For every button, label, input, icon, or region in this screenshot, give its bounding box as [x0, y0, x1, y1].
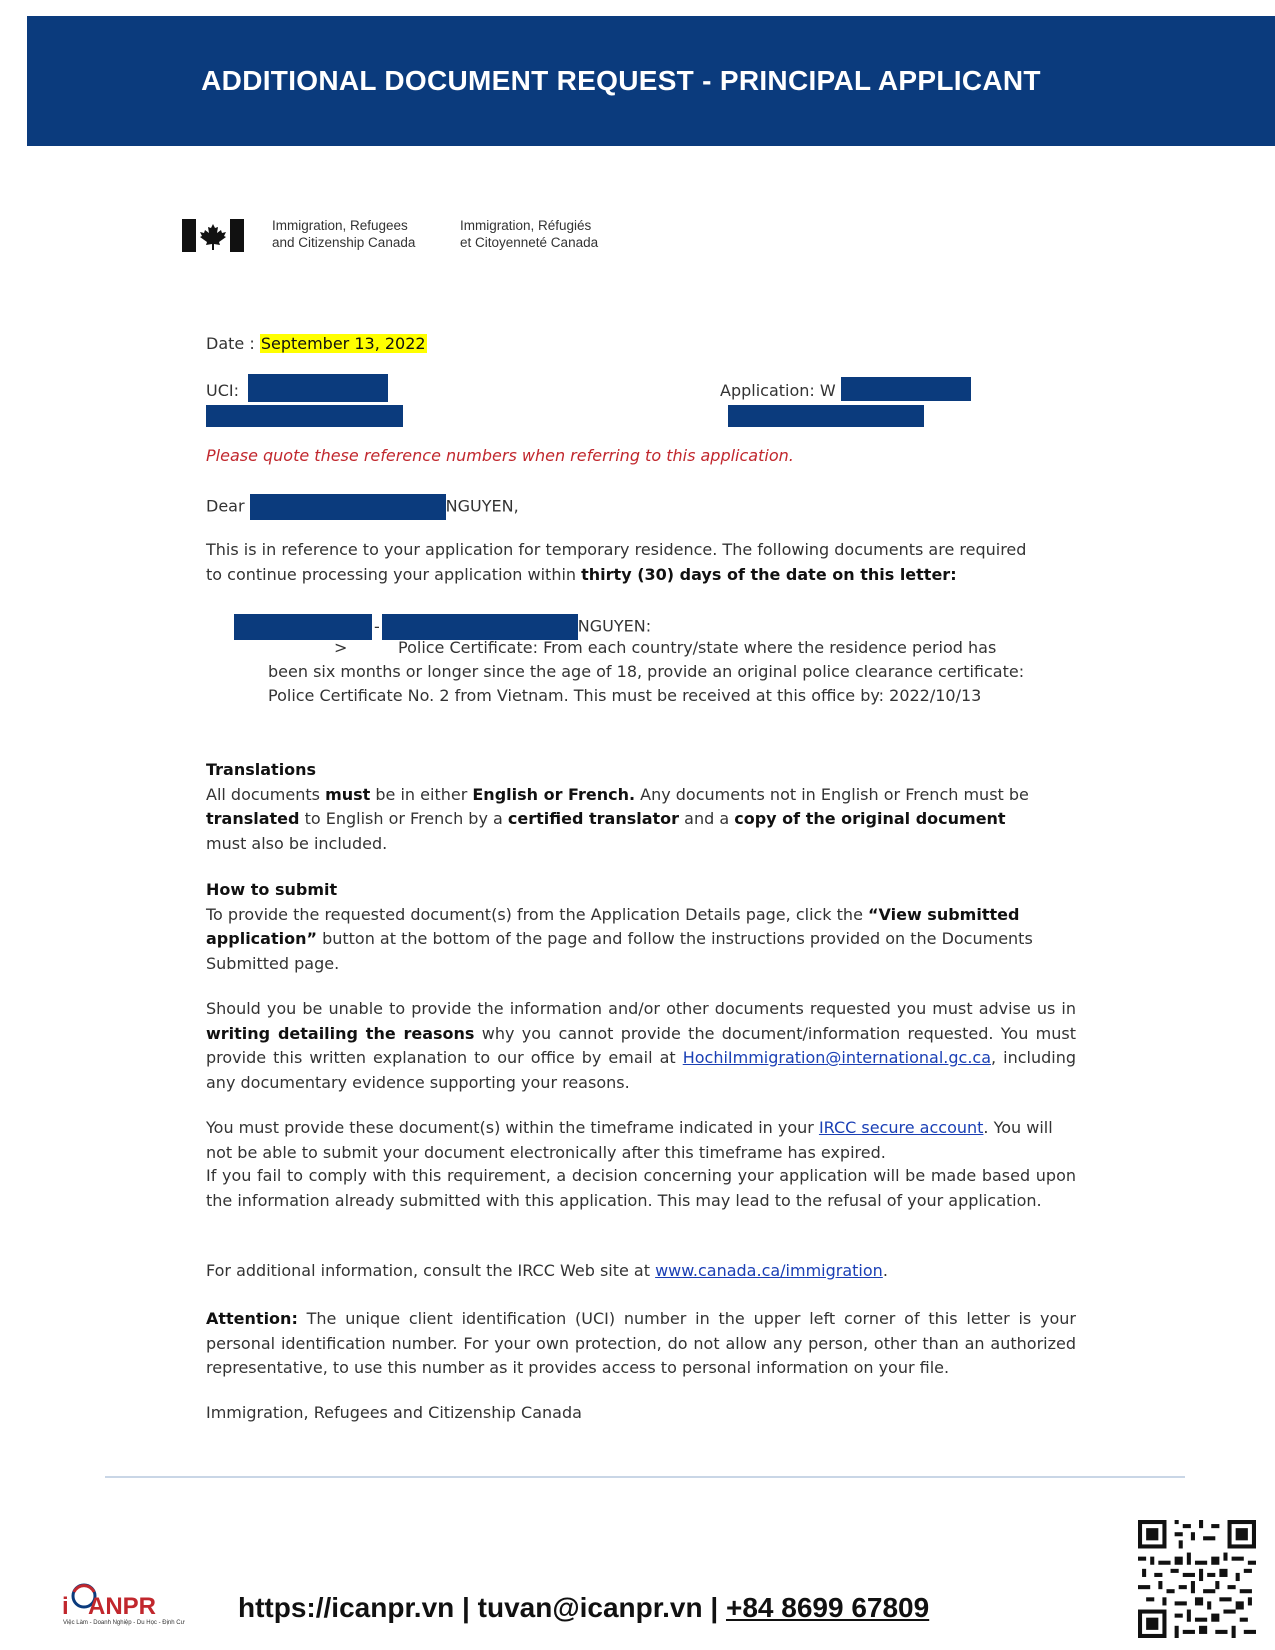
svg-text:i: i: [62, 1593, 69, 1620]
qr-code-icon[interactable]: [1138, 1520, 1256, 1638]
application-line: Application: W: [720, 381, 971, 401]
date-line: Date : September 13, 2022: [206, 334, 426, 353]
timeframe-paragraph: You must provide these document(s) within the timeframe indicated in your IRCC secure account. You will not be able to submit your document electronically after this timeframe has expired.: [206, 1118, 1053, 1162]
svg-text:ANPR: ANPR: [88, 1593, 157, 1620]
divider: [105, 1476, 1185, 1478]
icanpr-logo: [60, 1578, 200, 1628]
item-marker: >: [334, 638, 348, 657]
how-to-submit-heading: How to submit: [206, 880, 338, 899]
how-to-submit-section: [206, 878, 1046, 976]
translations-heading: Translations: [206, 760, 317, 779]
additional-info: For additional information, consult the IRCC Web site at www.canada.ca/immigration.: [206, 1261, 888, 1280]
phone-link[interactable]: +84 8699 67809: [725, 1592, 930, 1623]
email-contact[interactable]: tuvan@icanpr.vn: [477, 1592, 703, 1623]
unable-paragraph: Should you be unable to provide the information and/or other documents requested you must advise us in writing detailing the reasons why you cannot provide the document/information requested. You must provide this written explanation to our office by email at HochiImmigration@international.gc.ca, including any documentary evidence supporting your reasons.: [206, 999, 1076, 1092]
translations-text: All documents must be in either English or French. Any documents not in English or French must be translated to English or French by a certified translator and a copy of the original document must also be included.: [206, 784, 1029, 853]
uci-redaction-2: [206, 405, 403, 427]
canada-immigration-link[interactable]: www.canada.ca/immigration: [655, 1261, 883, 1280]
date-value: September 13, 2022: [260, 334, 426, 353]
svg-text:Việc Làm - Doanh Nghiệp - Du H: Việc Làm - Doanh Nghiệp - Du Học - Định Cư: [63, 1620, 185, 1626]
applicant-line: - NGUYEN:: [234, 614, 651, 640]
name-redaction: [250, 494, 446, 520]
website-link[interactable]: https://icanpr.vn: [238, 1592, 455, 1623]
department-name-en: Immigration, Refugees and Citizenship Canada: [272, 218, 416, 250]
application-redaction: [841, 377, 971, 401]
canada-flag-icon: [182, 219, 244, 252]
translations-section: [206, 758, 1046, 856]
how-to-submit-text: To provide the requested document(s) from the Application Details page, click the “View submitted application” button at the bottom of the page and follow the instructions provided on the Documents Submitted page.: [206, 904, 1033, 973]
ircc-account-link[interactable]: IRCC secure account: [818, 1118, 984, 1137]
item-text-1: Police Certificate: From each country/state where the residence period has: [398, 638, 997, 657]
quote-notice: Please quote these reference numbers when referring to this application.: [206, 446, 794, 465]
applicant-redaction-2: [382, 614, 578, 640]
uci-redaction: [248, 374, 388, 402]
title-banner: [27, 16, 1275, 146]
uci-line: UCI:: [206, 381, 388, 402]
attention-paragraph: Attention: The unique client identification (UCI) number in the upper left corner of this letter is your personal identification number. For your own protection, do not allow any person, other than an authorized representative, to use this number as it provides access to personal information on your file.: [206, 1309, 1076, 1377]
intro-paragraph: This is in reference to your application for temporary residence. The following documents are required to continue processing your application within thirty (30) days of the date on this letter:: [206, 540, 1027, 584]
salutation: Dear NGUYEN,: [206, 494, 519, 520]
comply-paragraph: If you fail to comply with this requirement, a decision concerning your application will be made based upon the information already submitted with this application. This may lead to the refusal of your application.: [206, 1166, 1076, 1210]
department-name-fr: Immigration, Réfugiés et Citoyenneté Canada: [460, 218, 599, 250]
applicant-redaction-1: [234, 614, 372, 640]
signoff: Immigration, Refugees and Citizenship Canada: [206, 1403, 582, 1422]
item-text-3: Police Certificate No. 2 from Vietnam. This must be received at this office by: 2022/10/13: [268, 686, 982, 705]
footer-contact: https://icanpr.vn | tuvan@icanpr.vn | +84 8699 67809: [238, 1592, 930, 1623]
banner-title: ADDITIONAL DOCUMENT REQUEST - PRINCIPAL APPLICANT: [201, 65, 1041, 96]
item-text-2: been six months or longer since the age of 18, provide an original police clearance certificate:: [268, 662, 1025, 681]
email-link[interactable]: HochiImmigration@international.gc.ca: [682, 1048, 991, 1067]
application-redaction-2: [728, 405, 924, 427]
